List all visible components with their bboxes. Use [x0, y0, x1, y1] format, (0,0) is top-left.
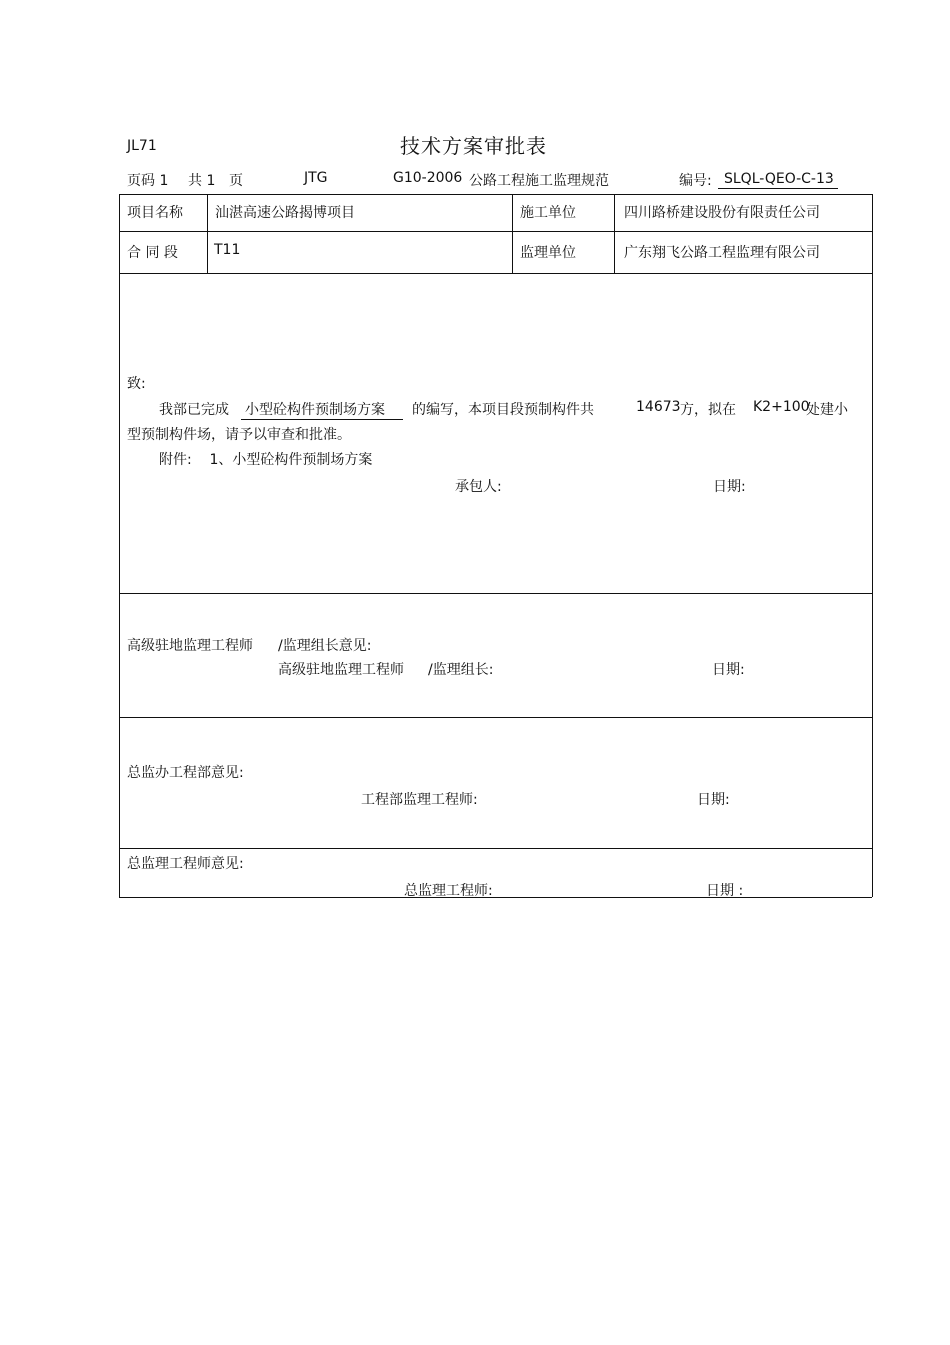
- supervision-unit-value: 广东翔飞公路工程监理有限公司: [624, 245, 820, 261]
- resident-signature-label-b: /监理组长:: [428, 662, 494, 678]
- page-unit: 页: [229, 173, 243, 189]
- page-title: 技术方案审批表: [400, 134, 547, 158]
- standard-number: G10-2006: [393, 170, 463, 186]
- project-name-value: 汕湛高速公路揭博项目: [215, 205, 355, 221]
- page-number: 页码 1: [127, 173, 169, 189]
- contractor-signature-label: 承包人:: [455, 479, 502, 495]
- supervision-unit-label: 监理单位: [520, 245, 576, 261]
- plan-name: 小型砼构件预制场方案: [241, 399, 403, 420]
- form-code: JL71: [127, 138, 157, 154]
- resident-signature-label-a: 高级驻地监理工程师: [278, 662, 404, 678]
- contractor-date-label: 日期:: [713, 479, 746, 495]
- standard-name: 公路工程施工监理规范: [469, 173, 609, 189]
- resident-date-label: 日期:: [712, 662, 745, 678]
- resident-opinion-label-a: 高级驻地监理工程师: [127, 638, 253, 654]
- standard-code: JTG: [304, 170, 328, 186]
- contractor-unit-label: 施工单位: [520, 205, 576, 221]
- attachment-line: 附件: 1、小型砼构件预制场方案: [159, 452, 373, 468]
- submission-text-1a: 我部已完成: [159, 402, 229, 418]
- office-opinion-label: 总监办工程部意见:: [127, 765, 244, 781]
- project-name-label: 项目名称: [127, 205, 183, 221]
- office-date-label: 日期:: [697, 792, 730, 808]
- resident-opinion-label-b: /监理组长意见:: [278, 638, 372, 654]
- component-quantity: 14673: [636, 399, 681, 415]
- office-signature-label: 工程部监理工程师:: [361, 792, 478, 808]
- site-location: K2+100: [753, 399, 810, 415]
- chief-signature-label: 总监理工程师:: [404, 883, 493, 899]
- submission-text-2: 型预制构件场，请予以审查和批准。: [127, 427, 351, 443]
- chief-opinion-label: 总监理工程师意见:: [127, 856, 244, 872]
- contract-section-value: T11: [214, 242, 241, 258]
- page-total: 共 1: [188, 173, 216, 189]
- document-number: SLQL-QEO-C-13: [718, 171, 838, 189]
- contractor-unit-value: 四川路桥建设股份有限责任公司: [624, 205, 820, 221]
- contract-section-label: 合 同 段: [127, 245, 178, 261]
- submission-text-1b: 的编写，本项目段预制构件共: [412, 402, 594, 418]
- addressee: 致:: [127, 376, 146, 392]
- chief-date-label: 日期 :: [706, 883, 744, 899]
- document-number-label: 编号:: [679, 173, 712, 189]
- submission-text-1c: 方，拟在: [680, 402, 736, 418]
- submission-text-1d: 处建小: [806, 402, 848, 418]
